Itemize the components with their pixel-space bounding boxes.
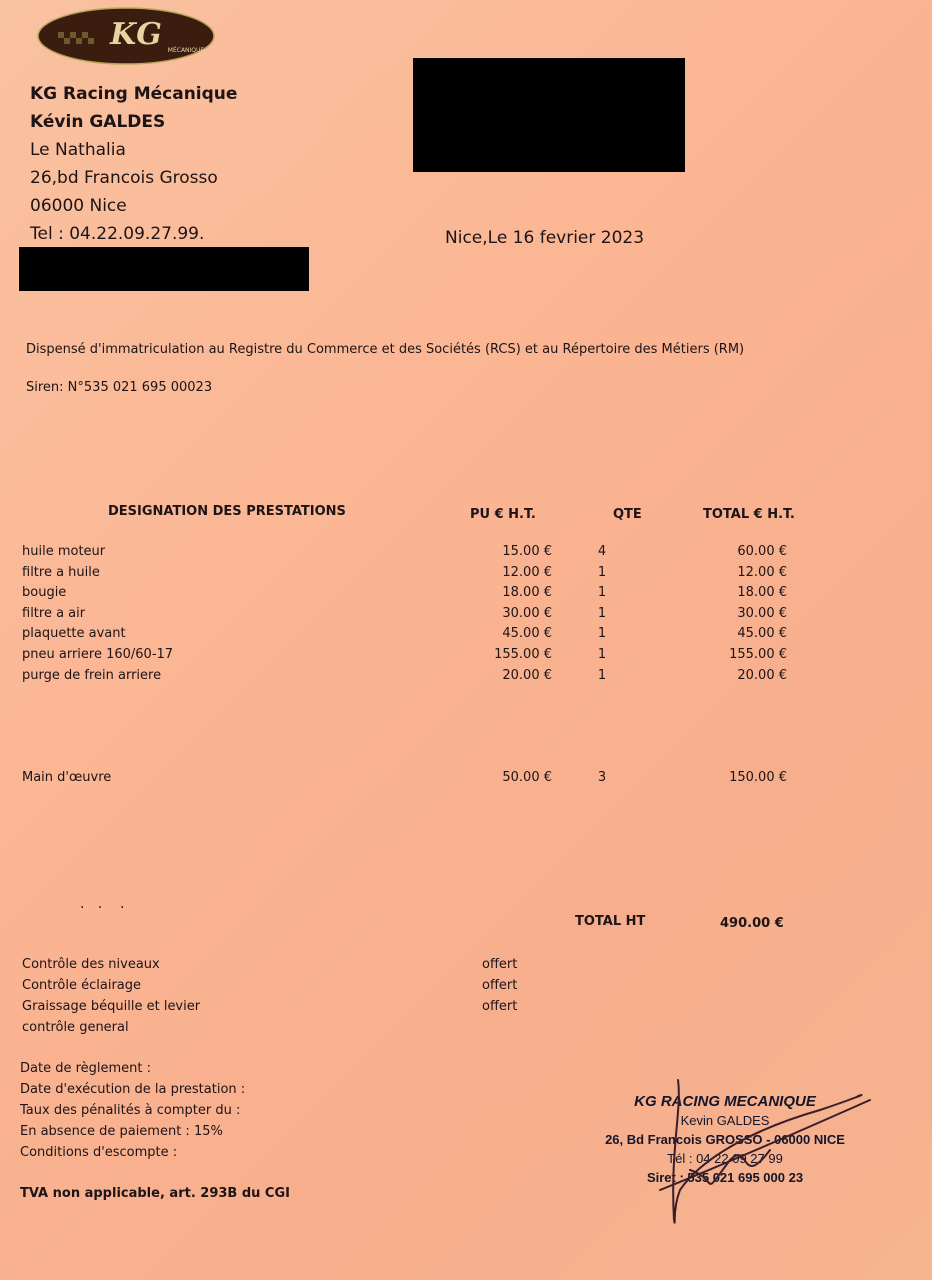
item-total: 45.00 € (737, 626, 787, 642)
redacted-recipient (413, 58, 685, 172)
term-line: Date d'exécution de la prestation : (20, 1082, 246, 1097)
item-pu: 15.00 € (502, 544, 552, 559)
item-designation: huile moteur (22, 544, 106, 559)
extra-label: Contrôle éclairage (22, 978, 142, 993)
table-row (22, 563, 787, 584)
extra-value: offert (482, 978, 518, 993)
labour-pu: 50.00 € (502, 770, 552, 785)
labour-designation: Main d'œuvre (22, 770, 112, 785)
logo-text: KG (110, 17, 162, 52)
total-value: 490.00 € (720, 916, 784, 931)
stamp-person: Kevin GALDES (680, 1113, 770, 1128)
term-line: Conditions d'escompte : (20, 1145, 178, 1160)
redacted-block (19, 247, 309, 291)
labour-qte: 3 (597, 770, 607, 785)
item-pu: 12.00 € (502, 564, 552, 580)
item-qte: 1 (597, 585, 607, 601)
item-total: 12.00 € (737, 564, 787, 580)
stray-marks: · · · (80, 900, 125, 916)
item-total: 18.00 € (737, 585, 787, 601)
sender-address-line2: 26,bd Francois Grosso (30, 168, 218, 188)
total-label: TOTAL HT (575, 914, 646, 929)
stamp-address: 26, Bd Francois GROSSO - 06000 NICE (605, 1132, 845, 1147)
item-designation: filtre a air (22, 605, 86, 621)
stamp-name: KG RACING MECANIQUE (634, 1093, 816, 1110)
sender-block (30, 80, 237, 248)
extra-label: Graissage béquille et levier (22, 999, 201, 1014)
sender-phone: Tel : 04.22.09.27.99. (30, 224, 205, 244)
item-qte: 1 (597, 626, 607, 642)
item-designation: plaquette avant (22, 626, 126, 642)
items-table (22, 542, 787, 686)
item-designation: bougie (22, 585, 67, 601)
registration-notice: Dispensé d'immatriculation au Registre du Commerce et des Sociétés (RCS) et au Répertoire des Métiers (RM) (26, 342, 745, 357)
table-row (22, 604, 787, 625)
term-line: Date de règlement : (20, 1061, 152, 1076)
payment-terms (20, 1058, 245, 1163)
item-qte: 1 (597, 667, 607, 683)
table-row (22, 542, 787, 563)
header-total: TOTAL € H.T. (703, 507, 795, 522)
extras-values (482, 954, 517, 1017)
handwritten-signature (620, 1070, 880, 1240)
header-qte: QTE (613, 507, 642, 522)
item-pu: 18.00 € (502, 585, 552, 601)
item-total: 30.00 € (737, 605, 787, 621)
stamp-siret: Siret : 535 021 695 000 23 (646, 1170, 804, 1185)
item-qte: 1 (597, 564, 607, 580)
item-designation: purge de frein arriere (22, 667, 162, 683)
sender-person: Kévin GALDES (30, 112, 166, 132)
header-pu: PU € H.T. (470, 507, 536, 522)
term-line: Taux des pénalités à compter du : (20, 1103, 241, 1118)
table-row (22, 666, 787, 687)
extra-label: Contrôle des niveaux (22, 957, 160, 972)
sender-company: KG Racing Mécanique (30, 84, 238, 104)
table-row (22, 624, 787, 645)
item-pu: 30.00 € (502, 605, 552, 621)
logo-subtext: MÉCANIQUE (167, 47, 205, 54)
item-designation: filtre a huile (22, 564, 100, 580)
sender-address-line1: Le Nathalia (30, 140, 126, 160)
item-total: 20.00 € (737, 667, 787, 683)
table-row (22, 583, 787, 604)
labour-table (22, 768, 787, 789)
stamp-phone: Tél : 04 22 09 27 99 (667, 1151, 783, 1166)
item-qte: 1 (597, 646, 607, 662)
extras-labels (22, 954, 200, 1038)
item-total: 60.00 € (737, 544, 787, 559)
extra-label: contrôle general (22, 1020, 129, 1035)
item-pu: 155.00 € (494, 646, 552, 662)
invoice-date: Nice,Le 16 fevrier 2023 (445, 228, 645, 248)
item-pu: 20.00 € (502, 667, 552, 683)
table-row-labour (22, 768, 787, 789)
item-designation: pneu arriere 160/60-17 (22, 646, 174, 662)
table-row (22, 645, 787, 666)
extra-value: offert (482, 999, 518, 1014)
labour-total: 150.00 € (729, 770, 787, 785)
item-qte: 1 (597, 605, 607, 621)
siren-number: Siren: N°535 021 695 00023 (26, 380, 213, 395)
tva-notice: TVA non applicable, art. 293B du CGI (20, 1186, 290, 1201)
item-total: 155.00 € (729, 646, 787, 662)
term-line: En absence de paiement : 15% (20, 1124, 223, 1139)
header-designation: DESIGNATION DES PRESTATIONS (108, 504, 346, 519)
item-pu: 45.00 € (502, 626, 552, 642)
sender-address-line3: 06000 Nice (30, 196, 127, 216)
item-qte: 4 (597, 544, 607, 559)
extra-value: offert (482, 957, 518, 972)
kg-racing-logo (36, 6, 216, 66)
